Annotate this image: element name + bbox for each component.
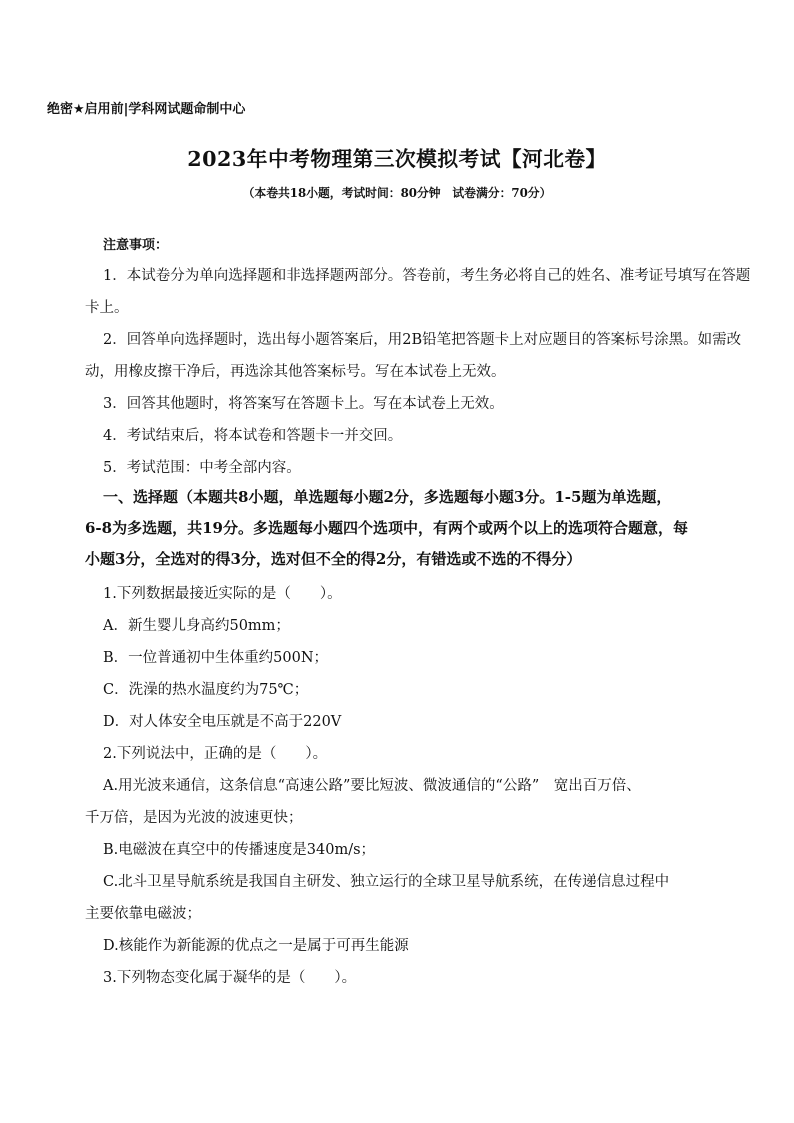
question-1-option-a: A．新生婴儿身高约50mm； [103, 618, 290, 634]
question-2-option-a-line-2: 千万倍，是因为光波的波速更快； [85, 810, 303, 826]
section-1-line-3: 小题3分，全选对的得3分，选对但不全的得2分，有错选或不选的不得分） [85, 550, 582, 568]
notice-item-5: 5．考试范围：中考全部内容。 [103, 460, 301, 476]
notice-heading: 注意事项： [103, 238, 169, 253]
notice-item-2-line-2: 动，用橡皮擦干净后，再选涂其他答案标号。写在本试卷上无效。 [85, 364, 506, 380]
page-title: 2023年中考物理第三次模拟考试【河北卷】 [187, 147, 607, 171]
question-2-option-c-line-1: C.北斗卫星导航系统是我国自主研发、独立运行的全球卫星导航系统，在传递信息过程中 [103, 874, 670, 890]
notice-item-2-line-1: 2．回答单向选择题时，选出每小题答案后，用2B铅笔把答题卡上对应题目的答案标号涂黑。如需改 [103, 332, 742, 348]
exam-subtitle: （本卷共18小题，考试时间：80分钟 试卷满分：70分） [242, 186, 552, 200]
header-note: 绝密★启用前|学科网试题命制中心 [47, 102, 246, 117]
notice-item-1-line-2: 卡上。 [85, 300, 129, 316]
question-1-stem: 1.下列数据最接近实际的是（ ）。 [103, 586, 342, 602]
question-1-option-d: D．对人体安全电压就是不高于220V [103, 714, 342, 730]
question-3-stem: 3.下列物态变化属于凝华的是（ ）。 [103, 970, 357, 986]
section-1-line-2: 6-8为多选题，共19分。多选题每小题四个选项中，有两个或两个以上的选项符合题意，每 [85, 519, 688, 537]
notice-item-4: 4．考试结束后，将本试卷和答题卡一并交回。 [103, 428, 403, 444]
section-1-line-1: 一、选择题（本题共8小题，单选题每小题2分，多选题每小题3分。1-5题为单选题， [103, 488, 672, 506]
question-2-option-a-line-1: A.用光波来通信，这条信息“高速公路”要比短波、微波通信的“公路” 宽出百万倍、 [103, 778, 641, 794]
question-2-option-c-line-2: 主要依靠电磁波； [85, 906, 201, 922]
question-2-stem: 2.下列说法中，正确的是（ ）。 [103, 746, 328, 762]
question-1-option-c: C．洗澡的热水温度约为75℃； [103, 682, 309, 698]
question-1-option-b: B．一位普通初中生体重约500N； [103, 650, 329, 666]
question-2-option-b: B.电磁波在真空中的传播速度是340m/s； [103, 842, 376, 858]
notice-item-1-line-1: 1．本试卷分为单向选择题和非选择题两部分。答卷前，考生务必将自己的姓名、准考证号填写在答题 [103, 268, 751, 284]
question-2-option-d: D.核能作为新能源的优点之一是属于可再生能源 [103, 938, 409, 954]
notice-item-3: 3．回答其他题时，将答案写在答题卡上。写在本试卷上无效。 [103, 396, 504, 412]
